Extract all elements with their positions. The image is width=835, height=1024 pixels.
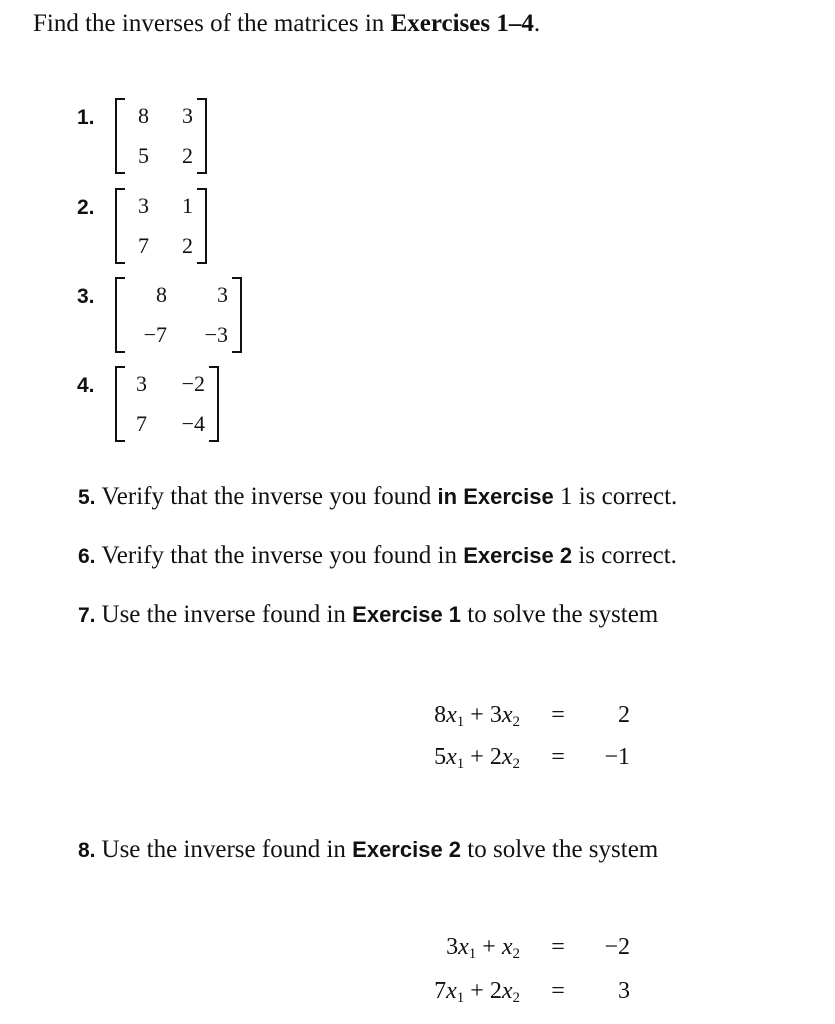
system-1-row-2-equals: = bbox=[551, 744, 565, 770]
matrix-2-cell-22: 2 bbox=[182, 233, 193, 258]
exercise-8 bbox=[78, 836, 658, 864]
matrix-4-cell-22: −4 bbox=[181, 411, 205, 436]
exercise-7-text-pre: Use the inverse found in bbox=[101, 601, 353, 628]
exercise-7-text-post: to solve the system bbox=[461, 601, 659, 628]
exercise-6-label: 6. bbox=[78, 545, 96, 568]
exercise-5-text-bold: in Exercise bbox=[437, 484, 554, 509]
exercise-8-label: 8. bbox=[78, 839, 96, 862]
system-1-row-1-lhs: $8x_1 + 3x_2$ bbox=[434, 702, 520, 730]
exercise-5 bbox=[78, 483, 677, 511]
matrix-3-cell-22: −3 bbox=[204, 322, 228, 347]
matrix-3-cell-21: −7 bbox=[143, 322, 167, 347]
system-2-row-2-lhs: $7x_1 + 2x_2$ bbox=[434, 978, 520, 1006]
exercise-5-label: 5. bbox=[78, 486, 96, 509]
matrix-4 bbox=[115, 366, 219, 442]
system-2-row-1-lhs: $3x_1 + x_2$ bbox=[446, 934, 520, 962]
system-2-row-2-equals: = bbox=[551, 978, 565, 1004]
matrix-4-cell-11: 3 bbox=[136, 371, 147, 396]
matrix-1 bbox=[115, 98, 207, 174]
intro-bold: Exercises 1–4 bbox=[390, 10, 534, 37]
matrix-1-cell-22: 2 bbox=[182, 143, 193, 168]
exercise-6-text-bold: Exercise 2 bbox=[463, 543, 573, 568]
matrix-1-cell-21: 5 bbox=[138, 143, 149, 168]
system-1-row-2-lhs: $5x_1 + 2x_2$ bbox=[434, 744, 520, 772]
system-1-row-1-rhs: 2 bbox=[618, 702, 630, 728]
exercise-6-text-post: is correct. bbox=[572, 542, 677, 569]
exercise-2-label: 2. bbox=[77, 196, 95, 219]
exercise-3-label: 3. bbox=[77, 285, 95, 308]
matrix-2-cell-12: 1 bbox=[182, 193, 193, 218]
exercise-7-text-bold: Exercise 1 bbox=[352, 602, 462, 627]
matrix-2-cell-21: 7 bbox=[138, 233, 149, 258]
matrix-3-cell-12: 3 bbox=[217, 282, 228, 307]
system-1-row-1-equals: = bbox=[551, 702, 565, 728]
system-2-row-1-rhs: −2 bbox=[604, 934, 630, 960]
exercise-7-label: 7. bbox=[78, 604, 96, 627]
system-2-row-1-equals: = bbox=[551, 934, 565, 960]
matrix-4-cell-12: −2 bbox=[181, 371, 205, 396]
system-2-row-2-rhs: 3 bbox=[618, 978, 630, 1004]
exercise-6-text-pre: Verify that the inverse you found in bbox=[101, 542, 464, 569]
exercise-5-text-post: 1 is correct. bbox=[553, 483, 678, 510]
matrix-4-cell-21: 7 bbox=[136, 411, 147, 436]
matrix-1-cell-12: 3 bbox=[182, 103, 193, 128]
matrix-2-cell-11: 3 bbox=[138, 193, 149, 218]
matrix-1-cell-11: 8 bbox=[138, 103, 149, 128]
matrix-3 bbox=[115, 277, 242, 353]
exercise-6 bbox=[78, 542, 677, 570]
exercise-8-text-pre: Use the inverse found in bbox=[101, 836, 353, 863]
exercise-5-text-pre: Verify that the inverse you found bbox=[101, 483, 438, 510]
matrix-2 bbox=[115, 188, 207, 264]
exercise-7 bbox=[78, 601, 658, 629]
exercise-4-label: 4. bbox=[77, 374, 95, 397]
exercise-8-text-post: to solve the system bbox=[461, 836, 659, 863]
instructions-heading bbox=[33, 10, 540, 38]
exercise-1-label: 1. bbox=[77, 106, 95, 129]
intro-prefix: Find the inverses of the matrices in bbox=[33, 10, 391, 37]
matrix-3-cell-11: 8 bbox=[156, 282, 167, 307]
intro-suffix: . bbox=[533, 10, 541, 37]
system-1-row-2-rhs: −1 bbox=[604, 744, 630, 770]
exercise-8-text-bold: Exercise 2 bbox=[352, 837, 462, 862]
